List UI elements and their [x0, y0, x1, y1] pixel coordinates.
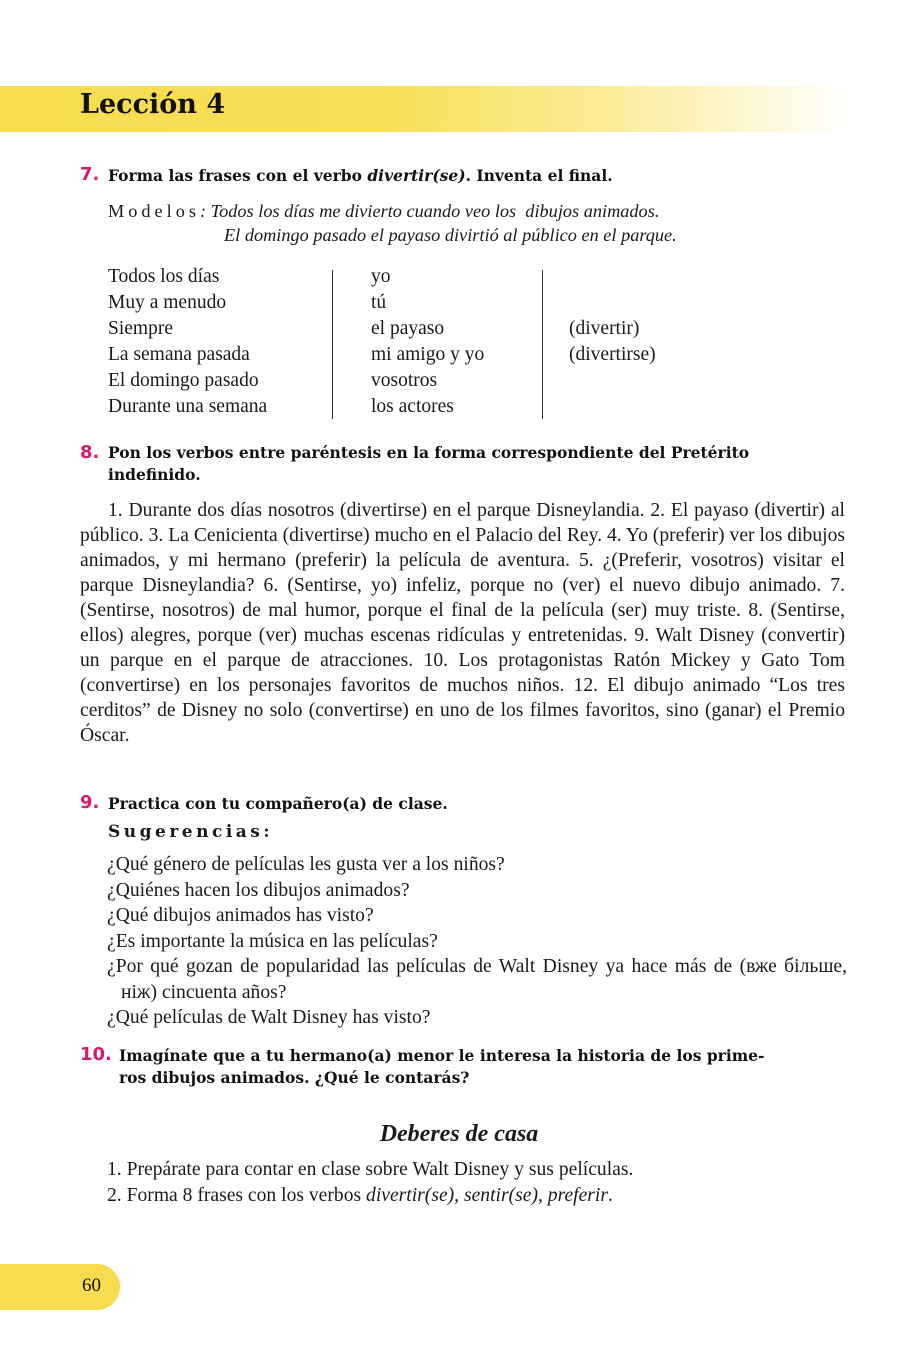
- table-cell: mi amigo y yo: [371, 344, 485, 365]
- table-divider: [332, 270, 333, 419]
- exercise-8-number: 8.: [80, 442, 100, 463]
- sugerencias-heading: Sugerencias:: [108, 822, 274, 842]
- exercise-8-instruction: [108, 442, 848, 486]
- list-item: ¿Quiénes hacen los dibujos animados?: [107, 879, 410, 901]
- exercise-10-instruction: [119, 1045, 849, 1089]
- list-item: ¿Qué dibujos animados has visto?: [107, 905, 374, 926]
- list-item: ¿Qué películas de Walt Disney has visto?: [107, 1007, 431, 1028]
- table-column-time: [108, 264, 267, 420]
- exercise-9-number: 9.: [80, 792, 100, 813]
- model-sentence-2: El domingo pasado el payaso divirtió al público en el parque.: [224, 225, 677, 245]
- list-item: 1. Prepárate para contar en clase sobre Walt Disney y sus películas.: [107, 1159, 634, 1180]
- ex8-instr-line-2: indefinido.: [108, 465, 201, 484]
- homework-list: [107, 1157, 633, 1209]
- table-cell: vosotros: [371, 370, 438, 391]
- ex10-instr-line-2: ros dibujos animados. ¿Qué le contarás?: [119, 1068, 470, 1087]
- exercise-7-instruction: [108, 165, 848, 187]
- exercise-9-instruction: Practica con tu compañero(a) de clase.: [108, 794, 448, 813]
- table-cell: Todos los días: [108, 266, 220, 287]
- table-column-verb: [569, 316, 656, 368]
- question-list: [107, 852, 847, 1031]
- table-column-subject: [371, 264, 484, 420]
- table-cell: Durante una semana: [108, 396, 268, 417]
- table-cell: yo: [371, 266, 391, 287]
- ex10-instr-line-1: Imagínate que a tu hermano(a) menor le interesa la historia de los prime-: [119, 1046, 765, 1065]
- list-item: ¿Qué género de películas les gusta ver a los niños?: [107, 854, 505, 875]
- homework-title: Deberes de casa: [379, 1121, 539, 1147]
- table-cell: Muy a menudo: [108, 292, 227, 313]
- exercise-10-number: 10.: [80, 1044, 112, 1065]
- table-cell: Siempre: [108, 318, 173, 339]
- page-number: 60: [82, 1275, 101, 1296]
- model-line-1: [108, 199, 659, 223]
- exercise-7-number: 7.: [80, 164, 100, 185]
- model-label: Modelos: [108, 201, 200, 221]
- table-cell: El domingo pasado: [108, 370, 259, 391]
- hw-item-2-verbs: divertir(se), sentir(se), preferir: [366, 1185, 608, 1206]
- ex8-instr-line-1: Pon los verbos entre paréntesis en la forma correspondiente del Pretérito: [108, 443, 750, 462]
- table-cell: La semana pasada: [108, 344, 250, 365]
- ex7-instr-post: . Inventa el final.: [465, 166, 613, 185]
- lesson-title: Lección 4: [80, 89, 226, 120]
- table-cell: los actores: [371, 396, 454, 417]
- list-item: [107, 1183, 633, 1209]
- list-item: ¿Es importante la música en las películas?: [107, 930, 438, 952]
- hw-item-2-pre: 2. Forma 8 frases con los verbos: [107, 1185, 367, 1206]
- page-number-tab: [0, 1264, 120, 1310]
- ex7-instr-verb: divertir(se): [367, 166, 466, 185]
- table-cell: el payaso: [371, 318, 445, 339]
- model-colon: :: [199, 201, 207, 221]
- ex7-instr-pre: Forma las frases con el verbo: [108, 166, 368, 185]
- table-divider: [542, 270, 543, 419]
- exercise-8-paragraph: 1. Durante dos días nosotros (divertirse) en el parque Disneylandia. 2. El payaso (divertir) al público. 3. La Cenicienta (divertirse) mucho en el Palacio del Rey. 4. Yo (preferir) ver los dibujos animados, y mi hermano (preferir) la película de aventura. 5. ¿(Preferir, vosotros) visitar el parque Disneylandia? 6. (Sentirse, yo) infeliz, porque no (ver) el nuevo dibujo animado. 7. (Sentirse, nosotros) de mal humor, porque el final de la película (ser) muy triste. 8. (Sentirse, ellos) alegres, porque (ver) muchas escenas ridículas y entretenidas. 9. Walt Disney (convertir) un parque en el parque de atracciones. 10. Los protagonistas Ratón Mickey y Gato Tom (convertirse) en los personajes favoritos de muchos niños. 12. El dibujo animado “Los tres cerditos” de Disney no solo (convertirse) en uno de los filmes favoritos, sino (ganar) el Premio Óscar.: [80, 500, 845, 746]
- table-cell: (divertir): [569, 318, 640, 339]
- table-cell: tú: [371, 292, 387, 313]
- list-item: ¿Por qué gozan de popularidad las películas de Walt Disney ya hace más de (вже більше, ніж) cincuenta años?: [107, 956, 847, 1003]
- model-sentence-1: Todos los días me divierto cuando veo los dibujos animados.: [206, 201, 660, 221]
- table-cell: (divertirse): [569, 344, 656, 365]
- hw-item-2-post: .: [608, 1185, 613, 1206]
